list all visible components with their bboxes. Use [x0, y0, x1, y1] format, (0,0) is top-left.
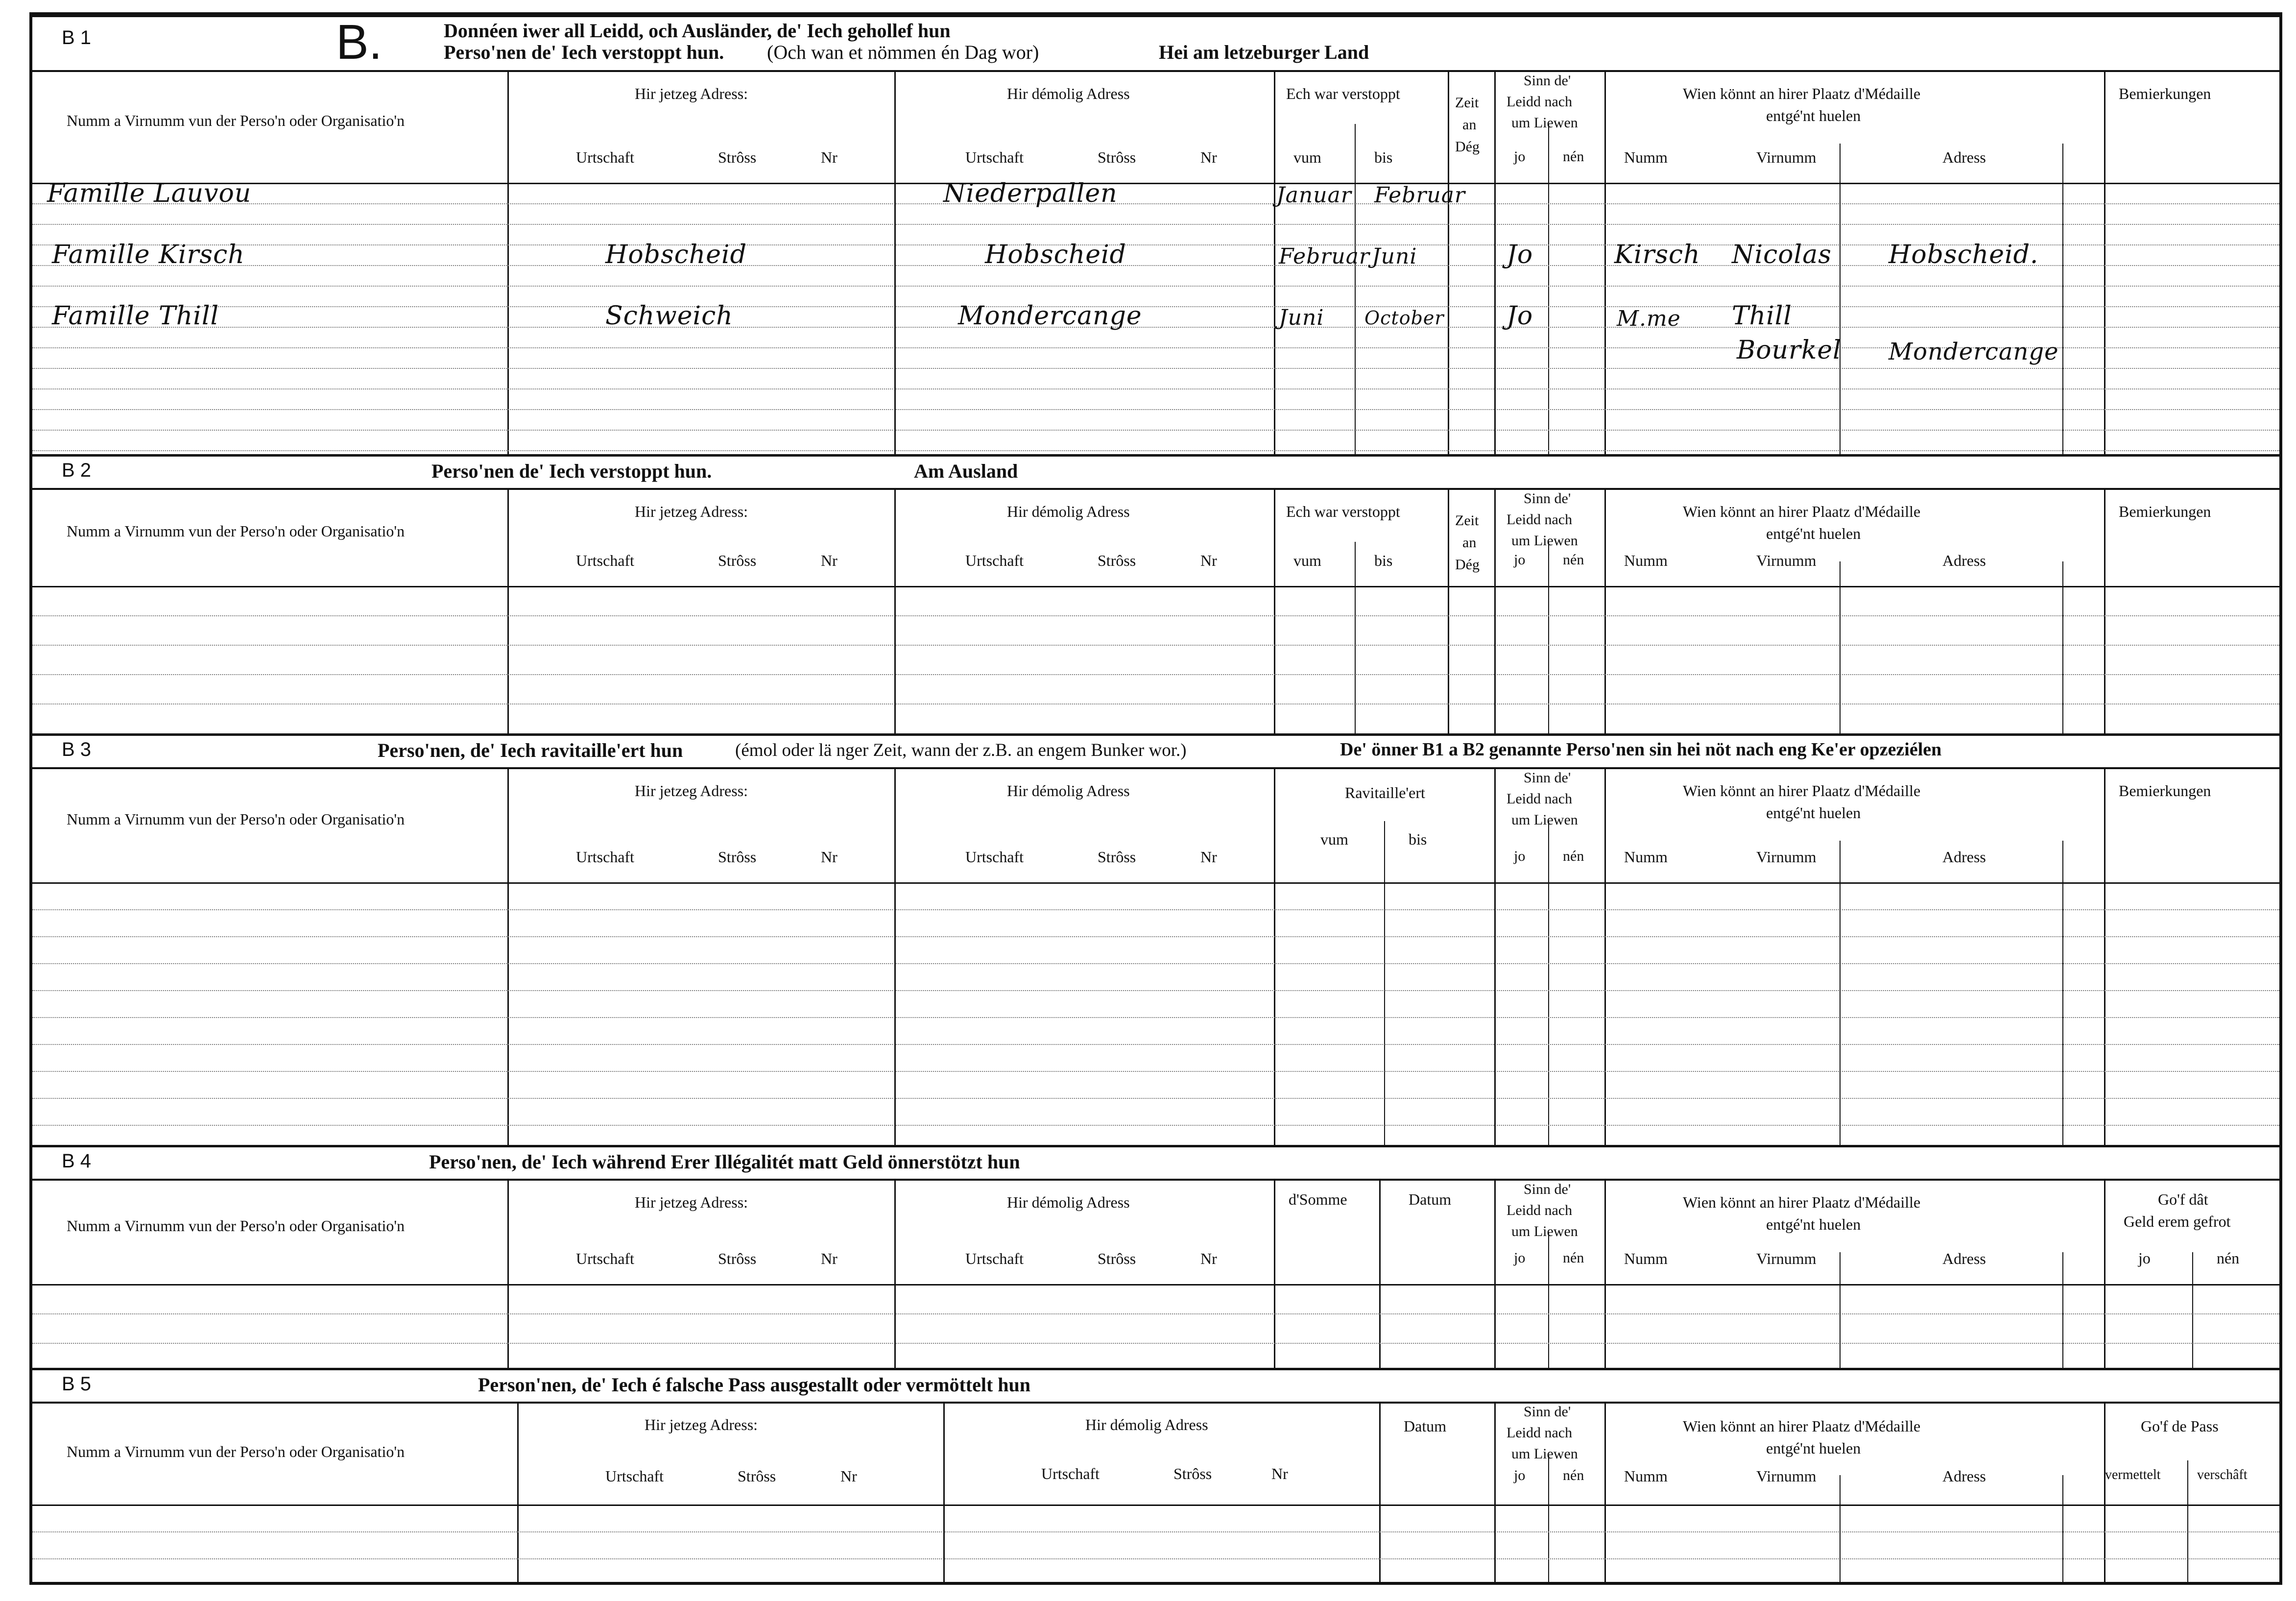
duration-header: Zeit — [1455, 512, 1479, 529]
urtschaft-header: Urtschaft — [576, 552, 635, 569]
no-header: nén — [1563, 848, 1584, 864]
entry-name: Famille Thill — [52, 301, 219, 331]
urtschaft-header: Urtschaft — [965, 1250, 1024, 1267]
medal-name-header: Numm — [1624, 1467, 1668, 1485]
survived-header: Leidd nach — [1507, 511, 1573, 528]
name-column-header: Numm a Virnumm vun der Perso'n oder Organisatio'n — [67, 1216, 405, 1235]
yes-header: jo — [1514, 1467, 1526, 1483]
grid-line — [1604, 767, 1606, 1146]
entry-medal-name: Kirsch — [1614, 240, 1700, 269]
entry-medal-address: Hobscheid. — [1889, 240, 2039, 269]
survived-header: um Liewen — [1511, 533, 1578, 549]
grid-line — [507, 70, 509, 456]
row-rule — [32, 224, 2279, 225]
urtschaft-header: Urtschaft — [965, 148, 1024, 166]
medal-firstname-header: Virnumm — [1756, 552, 1817, 569]
grid-line — [1548, 542, 1549, 735]
stross-header: Strôss — [718, 1250, 757, 1267]
row-rule — [32, 703, 2279, 704]
entry-name: Famille Kirsch — [52, 240, 245, 269]
current-address-header: Hir jetzeg Adress: — [635, 1193, 748, 1211]
header-rule — [32, 882, 2279, 884]
medal-header: Wien könnt an hirer Plaatz d'Médaille — [1683, 503, 1921, 520]
no-header: nén — [1563, 148, 1584, 165]
row-rule — [32, 936, 2279, 937]
grid-line — [1379, 1179, 1381, 1369]
section-divider — [32, 1145, 2279, 1147]
row-rule — [32, 327, 2279, 328]
survived-header: Sinn de' — [1524, 73, 1571, 89]
row-rule — [32, 306, 2279, 307]
section-code: B 5 — [62, 1373, 92, 1395]
section-code: B 4 — [62, 1150, 92, 1172]
section-b3-instruction: De' önner B1 a B2 genannte Perso'nen sin hei nöt nach eng Ke'er opzeziélen — [1340, 739, 1942, 760]
nr-header: Nr — [821, 848, 837, 866]
row-rule — [32, 674, 2279, 675]
section-divider — [32, 1368, 2279, 1370]
grid-line — [1840, 841, 1841, 1146]
medal-header: entgé'nt huelen — [1766, 1439, 1861, 1457]
nr-header: Nr — [821, 1250, 837, 1267]
former-address-header: Hir démolig Adress — [1007, 1193, 1130, 1211]
grid-line — [1548, 124, 1549, 456]
entry-former-place: Hobscheid — [985, 240, 1126, 269]
current-address-header: Hir jetzeg Adress: — [645, 1416, 758, 1433]
nr-header: Nr — [1200, 1250, 1217, 1267]
yes-header: jo — [1514, 848, 1526, 864]
row-rule — [32, 1044, 2279, 1045]
no-header: nén — [1563, 1250, 1584, 1266]
to-header: bis — [1374, 552, 1393, 569]
name-column-header: Numm a Virnumm vun der Perso'n oder Organisatio'n — [67, 522, 405, 540]
grid-line — [2104, 1179, 2105, 1369]
section-b2-heading: Perso'nen de' Iech verstoppt hun. — [431, 460, 712, 482]
grid-line — [2062, 1475, 2063, 1585]
row-rule — [32, 1071, 2279, 1072]
medal-header: entgé'nt huelen — [1766, 804, 1861, 822]
duration-header: an — [1462, 117, 1477, 133]
section-b1-note: (Och wan et nömmen én Dag wor) — [767, 41, 1039, 63]
section-code: B 1 — [62, 27, 92, 49]
survived-header: Leidd nach — [1507, 791, 1573, 807]
header-rule — [32, 586, 2279, 587]
row-rule — [32, 286, 2279, 287]
medal-address-header: Adress — [1942, 1250, 1986, 1267]
duration-header: Dég — [1455, 557, 1480, 573]
grid-line — [2062, 1252, 2063, 1369]
survived-header: um Liewen — [1511, 1446, 1578, 1462]
urtschaft-header: Urtschaft — [1041, 1465, 1100, 1482]
survived-header: Sinn de' — [1524, 490, 1571, 507]
entry-from: Juni — [1279, 305, 1324, 330]
survived-header: Sinn de' — [1524, 1404, 1571, 1420]
medal-name-header: Numm — [1624, 1250, 1668, 1267]
survived-header: Leidd nach — [1507, 1202, 1573, 1218]
yes-header: jo — [1514, 552, 1526, 568]
grid-line — [1274, 70, 1275, 456]
header-rule — [32, 1504, 2279, 1506]
former-address-header: Hir démolig Adress — [1007, 782, 1130, 800]
entry-to: October — [1364, 307, 1444, 329]
entry-survived-yes: Jo — [1507, 240, 1533, 269]
medal-firstname-header: Virnumm — [1756, 1467, 1817, 1485]
current-address-header: Hir jetzeg Adress: — [635, 503, 748, 520]
nr-header: Nr — [1271, 1465, 1288, 1482]
entry-current-place: Schweich — [605, 301, 733, 331]
former-address-header: Hir démolig Adress — [1007, 503, 1130, 520]
section-b1-title — [32, 17, 2279, 72]
row-rule — [32, 1313, 2279, 1314]
grid-line — [894, 1179, 896, 1369]
stross-header: Strôss — [718, 148, 757, 166]
entry-former-place: Mondercange — [958, 301, 1142, 331]
section-divider — [32, 454, 2279, 457]
section-b3-title — [32, 735, 2279, 769]
row-rule — [32, 1098, 2279, 1099]
stross-header: Strôss — [1098, 552, 1136, 569]
section-b4-title — [32, 1146, 2279, 1181]
medal-name-header: Numm — [1624, 148, 1668, 166]
row-rule — [32, 1125, 2279, 1126]
row-rule — [32, 909, 2279, 910]
entry-medal-firstname: Thill — [1732, 301, 1793, 331]
grid-line — [943, 1402, 945, 1585]
grid-line — [1274, 767, 1275, 1146]
entry-medal-firstname: Bourkel — [1737, 336, 1842, 365]
survived-header: Leidd nach — [1507, 1425, 1573, 1441]
medal-header: entgé'nt huelen — [1766, 107, 1861, 124]
section-code: B 2 — [62, 460, 92, 481]
row-rule — [32, 203, 2279, 204]
grid-line — [894, 488, 896, 735]
section-b1-region: Hei am letzeburger Land — [1159, 41, 1369, 63]
remarks-header: Bemierkungen — [2119, 782, 2211, 800]
grid-line — [894, 70, 896, 456]
duration-header: Zeit — [1455, 95, 1479, 111]
nr-header: Nr — [821, 552, 837, 569]
medal-header: entgé'nt huelen — [1766, 525, 1861, 542]
urtschaft-header: Urtschaft — [576, 848, 635, 866]
header-rule — [32, 183, 2279, 184]
grid-line — [1604, 1402, 1606, 1585]
medal-firstname-header: Virnumm — [1756, 1250, 1817, 1267]
current-address-header: Hir jetzeg Adress: — [635, 782, 748, 800]
grid-line — [2062, 561, 2063, 735]
entry-survived-yes: Jo — [1507, 301, 1533, 331]
stross-header: Strôss — [718, 848, 757, 866]
grid-line — [1448, 488, 1449, 735]
entry-from: Januar — [1276, 183, 1352, 208]
grid-line — [1840, 1252, 1841, 1369]
row-rule — [32, 990, 2279, 991]
section-b3-note: (émol oder lä nger Zeit, wann der z.B. an engem Bunker wor.) — [735, 740, 1187, 760]
grid-line — [2104, 70, 2105, 456]
nr-header: Nr — [840, 1467, 857, 1485]
row-rule — [32, 1017, 2279, 1018]
entry-name: Famille Lauvou — [47, 179, 252, 208]
grid-line — [2192, 1252, 2193, 1369]
section-b1-subheading: Perso'nen de' Iech verstoppt hun. — [444, 41, 724, 63]
medal-address-header: Adress — [1942, 1467, 1986, 1485]
grid-line — [2104, 1402, 2105, 1585]
grid-line — [1548, 1233, 1549, 1369]
medal-address-header: Adress — [1942, 148, 1986, 166]
grid-line — [507, 1179, 509, 1369]
section-divider — [32, 733, 2279, 736]
hidden-period-header: Ech war verstoppt — [1286, 85, 1400, 102]
date-header: Datum — [1409, 1190, 1452, 1208]
no-header: nén — [1563, 552, 1584, 568]
urtschaft-header: Urtschaft — [605, 1467, 664, 1485]
row-rule — [32, 645, 2279, 646]
grid-line — [1274, 1179, 1275, 1369]
grid-line — [1840, 1475, 1841, 1585]
grid-line — [1355, 542, 1356, 735]
stross-header: Strôss — [1173, 1465, 1212, 1482]
medal-header: Wien könnt an hirer Plaatz d'Médaille — [1683, 1417, 1921, 1435]
stross-header: Strôss — [1098, 1250, 1136, 1267]
nr-header: Nr — [821, 148, 837, 166]
entry-from: Februar — [1279, 244, 1370, 269]
survived-header: Sinn de' — [1524, 1181, 1571, 1197]
nr-header: Nr — [1200, 552, 1217, 569]
yes-header: jo — [2138, 1249, 2151, 1267]
urtschaft-header: Urtschaft — [965, 552, 1024, 569]
section-b5-title — [32, 1369, 2279, 1404]
passport-header: Go'f de Pass — [2141, 1417, 2219, 1435]
yes-header: jo — [1514, 1250, 1526, 1266]
medal-address-header: Adress — [1942, 848, 1986, 866]
section-b1-heading: Donnéen iwer all Leidd, och Ausländer, de' Iech gehollef hun — [444, 20, 951, 42]
grid-line — [1494, 1402, 1496, 1585]
entry-medal-firstname: Nicolas — [1732, 240, 1832, 269]
section-b1 — [32, 17, 2279, 456]
entry-to: Juni — [1372, 244, 1417, 269]
section-b3-heading: Perso'nen, de' Iech ravitaille'ert hun — [378, 739, 683, 761]
grid-line — [894, 767, 896, 1146]
survived-header: um Liewen — [1511, 812, 1578, 828]
from-header: vum — [1293, 148, 1321, 166]
returned-header: Geld erem gefrot — [2124, 1213, 2231, 1230]
grid-line — [2104, 488, 2105, 735]
to-header: bis — [1374, 148, 1393, 166]
grid-line — [1604, 1179, 1606, 1369]
grid-line — [1379, 1402, 1381, 1585]
row-rule — [32, 368, 2279, 369]
grid-line — [1494, 767, 1496, 1146]
survived-header: um Liewen — [1511, 115, 1578, 131]
header-rule — [32, 1284, 2279, 1286]
hidden-period-header: Ech war verstoppt — [1286, 503, 1400, 520]
row-rule — [32, 388, 2279, 389]
medal-firstname-header: Virnumm — [1756, 848, 1817, 866]
grid-line — [507, 488, 509, 735]
duration-header: Dég — [1455, 139, 1480, 155]
grid-line — [2187, 1460, 2188, 1585]
row-rule — [32, 1558, 2279, 1559]
row-rule — [32, 1343, 2279, 1344]
passport-mediated-header: vermettelt — [2105, 1467, 2161, 1482]
nr-header: Nr — [1200, 848, 1217, 866]
former-address-header: Hir démolig Adress — [1085, 1416, 1208, 1433]
entry-former-place: Niederpallen — [943, 179, 1118, 208]
survived-header: Sinn de' — [1524, 770, 1571, 786]
section-b2-region: Am Ausland — [914, 460, 1018, 482]
stross-header: Strôss — [1098, 848, 1136, 866]
medal-firstname-header: Virnumm — [1756, 148, 1817, 166]
grid-line — [517, 1402, 519, 1585]
to-header: bis — [1409, 830, 1427, 848]
section-b5-heading: Person'nen, de' Iech é falsche Pass ausgestallt oder vermöttelt hun — [478, 1374, 1031, 1396]
grid-line — [2062, 841, 2063, 1146]
row-rule — [32, 409, 2279, 410]
medal-header: entgé'nt huelen — [1766, 1215, 1861, 1233]
grid-line — [1355, 124, 1356, 456]
section-b4-heading: Perso'nen, de' Iech während Erer Illégalitét matt Geld önnerstötzt hun — [429, 1151, 1020, 1173]
entry-medal-name: M.me — [1617, 306, 1681, 331]
grid-line — [1494, 70, 1496, 456]
yes-header: jo — [1514, 148, 1526, 165]
urtschaft-header: Urtschaft — [965, 848, 1024, 866]
former-address-header: Hir démolig Adress — [1007, 85, 1130, 102]
grid-line — [1548, 1455, 1549, 1585]
grid-line — [1604, 488, 1606, 735]
row-rule — [32, 963, 2279, 964]
grid-line — [1494, 1179, 1496, 1369]
medal-name-header: Numm — [1624, 848, 1668, 866]
medal-header: Wien könnt an hirer Plaatz d'Médaille — [1683, 85, 1921, 102]
medal-header: Wien könnt an hirer Plaatz d'Médaille — [1683, 1193, 1921, 1211]
current-address-header: Hir jetzeg Adress: — [635, 85, 748, 102]
nr-header: Nr — [1200, 148, 1217, 166]
amount-header: d'Somme — [1289, 1190, 1347, 1208]
stross-header: Strôss — [718, 552, 757, 569]
entry-current-place: Hobscheid — [605, 240, 747, 269]
section-code: B 3 — [62, 739, 92, 760]
medal-address-header: Adress — [1942, 552, 1986, 569]
name-column-header: Numm a Virnumm vun der Perso'n oder Organisatio'n — [67, 1443, 405, 1460]
entry-medal-address: Mondercange — [1889, 338, 2059, 365]
grid-line — [1840, 561, 1841, 735]
name-column-header: Numm a Virnumm vun der Perso'n oder Organisatio'n — [67, 112, 405, 129]
from-header: vum — [1320, 830, 1348, 848]
medal-name-header: Numm — [1624, 552, 1668, 569]
survived-header: um Liewen — [1511, 1223, 1578, 1239]
grid-line — [1274, 488, 1275, 735]
medal-header: Wien könnt an hirer Plaatz d'Médaille — [1683, 782, 1921, 800]
survived-header: Leidd nach — [1507, 94, 1573, 110]
no-header: nén — [1563, 1467, 1584, 1483]
form-letter: B. — [336, 15, 383, 70]
passport-obtained-header: verschâft — [2197, 1467, 2248, 1482]
row-rule — [32, 1531, 2279, 1532]
stross-header: Strôss — [738, 1467, 776, 1485]
entry-to: Februar — [1374, 183, 1465, 208]
grid-line — [2104, 767, 2105, 1146]
grid-line — [1604, 70, 1606, 456]
returned-header: Go'f dât — [2158, 1190, 2208, 1208]
grid-line — [507, 767, 509, 1146]
remarks-header: Bemierkungen — [2119, 85, 2211, 102]
resupplied-header: Ravitaille'ert — [1345, 784, 1425, 801]
row-rule — [32, 430, 2279, 431]
stross-header: Strôss — [1098, 148, 1136, 166]
from-header: vum — [1293, 552, 1321, 569]
grid-line — [1494, 488, 1496, 735]
section-b3 — [32, 735, 2279, 1146]
urtschaft-header: Urtschaft — [576, 1250, 635, 1267]
duration-header: an — [1462, 534, 1477, 551]
date-header: Datum — [1404, 1417, 1447, 1435]
row-rule — [32, 450, 2279, 451]
grid-line — [1448, 70, 1449, 456]
section-b2-title — [32, 456, 2279, 490]
name-column-header: Numm a Virnumm vun der Perso'n oder Organisatio'n — [67, 810, 405, 828]
remarks-header: Bemierkungen — [2119, 503, 2211, 520]
no-header: nén — [2217, 1249, 2240, 1267]
row-rule — [32, 615, 2279, 616]
urtschaft-header: Urtschaft — [576, 148, 635, 166]
section-b2 — [32, 456, 2279, 735]
form-page — [29, 12, 2282, 1585]
